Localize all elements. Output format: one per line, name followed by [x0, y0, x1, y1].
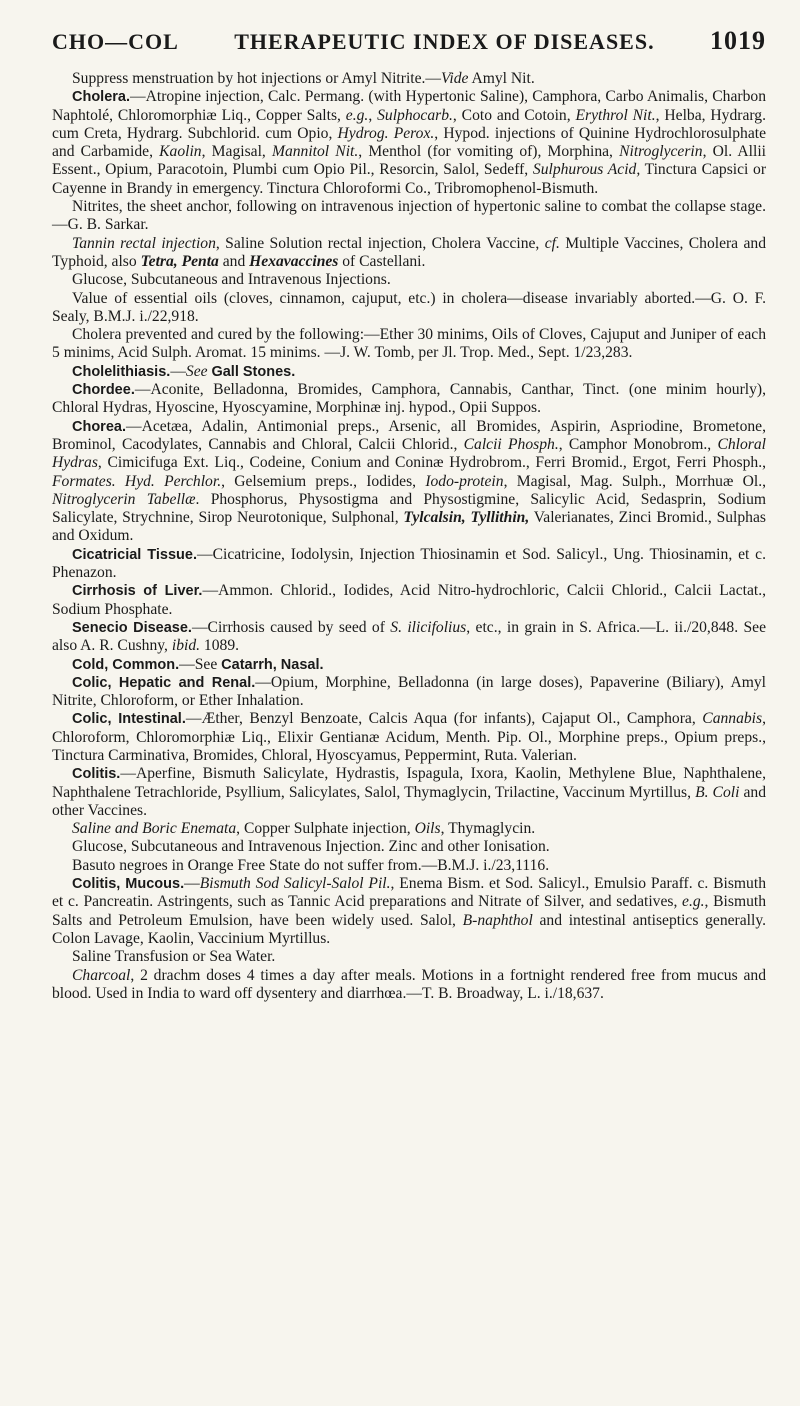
entry-cholelithiasis: Cholelithiasis.—See Gall Stones. [72, 362, 296, 380]
paragraph-saline-transfusion: Saline Transfusion or Sea Water. [72, 948, 276, 966]
paragraph-charcoal: Charcoal, 2 drachm doses 4 times a day after meals. Motions in a fortnight rendered free from mucus and blood. Used in India to ward off dysentery and diarrhœa.—T. B. Broadway, L. i./18,637. [52, 966, 766, 1002]
paragraph-basuto: Basuto negroes in Orange Free State do not suffer from.—B.M.J. i./23,1116. [72, 856, 550, 874]
entry-head-colitis-mucous: Colitis, Mucous. [72, 876, 185, 893]
page-number: 1019 [710, 26, 766, 55]
entry-head-colic-hepatic: Colic, Hepatic and Renal. [72, 674, 256, 691]
paragraph-glucose: Glucose, Subcutaneous and Intravenous Injections. [72, 271, 391, 289]
entry-head-cirrhosis: Cirrhosis of Liver. [72, 583, 203, 600]
header-range: CHO—COL [52, 29, 179, 54]
running-head [52, 26, 766, 56]
entry-head-cicatricial: Cicatricial Tissue. [72, 546, 197, 563]
entry-senecio: Senecio Disease.—Cirrhosis caused by seed of S. ilicifolius, etc., in grain in S. Africa.—L. ii./20,848. See also A. R. Cushny, ibid. 1089. [52, 618, 766, 655]
entry-cicatricial-tissue: Cicatricial Tissue.—Cicatricine, Iodolysin, Injection Thiosinamin et Sod. Salicyl., Ung. Thiosinamin, et c. Phenazon. [52, 545, 766, 582]
entry-head-senecio: Senecio Disease. [72, 619, 192, 636]
paragraph-tannin: Tannin rectal injection, Saline Solution rectal injection, Cholera Vaccine, cf. Multiple Vaccines, Cholera and Typhoid, also Tetra, Penta and Hexavaccines of Castellani. [52, 234, 767, 270]
paragraph-suppress: Suppress menstruation by hot injections or Amyl Nitrite.—Vide Amyl Nit. [72, 70, 535, 87]
entry-head-chordee: Chordee. [72, 382, 135, 399]
entry-cirrhosis: Cirrhosis of Liver.—Ammon. Chlorid., Iodides, Acid Nitro-hydrochloric, Calcii Chlorid., Calcii Lactat., Sodium Phosphate. [52, 582, 766, 618]
entry-colitis: Colitis.—Aperfine, Bismuth Salicylate, Hydrastis, Ispagula, Ixora, Kaolin, Methylene Blue, Naphthalene, Naphthalene Tetrachloride, Psyllium, Salicylates, Salol, Thymaglycin, Trilactine, Vaccinum Myrtillus, B. Coli and other Vaccines. [52, 765, 767, 819]
paragraph-essential-oils: Value of essential oils (cloves, cinnamon, cajuput, etc.) in cholera—disease invariably aborted.—G. O. F. Sealy, B.M.J. i./22,918. [52, 289, 766, 325]
paragraph-nitrites: Nitrites, the sheet anchor, following on intravenous injection of hypertonic saline to combat the collapse stage.—G. B. Sarkar. [52, 198, 766, 234]
header-title: THERAPEUTIC INDEX OF DISEASES. [234, 29, 655, 54]
paragraph-glucose-ionisation: Glucose, Subcutaneous and Intravenous Injection. Zinc and other Ionisation. [72, 838, 550, 856]
paragraph-saline-enemata: Saline and Boric Enemata, Copper Sulphate injection, Oils, Thymaglycin. [72, 820, 536, 838]
entry-chordee: Chordee.—Aconite, Belladonna, Bromides, Camphora, Cannabis, Canthar, Tinct. (one minim hourly), Chloral Hydras, Hyoscine, Hyoscyamine, Morphinæ inj. hypod., Opii Suppos. [52, 381, 766, 417]
index-body [52, 70, 766, 1003]
entry-colic-hepatic: Colic, Hepatic and Renal.—Opium, Morphine, Belladonna (in large doses), Papaverine (Biliary), Amyl Nitrite, Chloroform, or Ether Inhalation. [52, 673, 766, 710]
entry-chorea: Chorea.—Acetæa, Adalin, Antimonial preps., Arsenic, all Bromides, Aspirin, Aspriodine, Brometone, Brominol, Cacodylates, Cannabis and Chloral, Calcii Chlorid., Calcii Phosph., Camphor Monobrom., Chloral Hydras, Cimicifuga Ext. Liq., Codeine, Conium and Coninæ Hydrobrom., Ferri Bromid., Ergot, Ferri Phosph., Formates. Hyd. Perchlor., Gelsemium preps., Iodides, Iodo-protein, Magisal, Mag. Sulph., Morrhuæ Ol., Nitroglycerin Tabellæ. Phosphorus, Physostigma and Physostigmine, Salicylic Acid, Sedasprin, Sodium Salicylate, Strychnine, Sirop Neurotonique, Sulphonal, Tylcalsin, Tyllithin, Valerianates, Zinci Bromid., Sulphas and Oxidum. [52, 417, 767, 545]
paragraph-prevented: Cholera prevented and cured by the following:—Ether 30 minims, Oils of Cloves, Cajuput and Juniper of each 5 minims, Acid Sulph. Aromat. 15 minims. —J. W. Tomb, per Jl. Trop. Med., Sept. 1/23,283. [52, 326, 766, 362]
entry-head-chorea: Chorea. [72, 418, 126, 435]
entry-cholera: Cholera.—Atropine injection, Calc. Permang. (with Hypertonic Saline), Camphora, Carbo Animalis, Charbon Naphtolé, Chloromorphiæ Liq., Copper Salts, e.g., Sulphocarb., Coto and Cotoin, Erythrol Nit., Helba, Hydrarg. cum Creta, Hydrarg. Subchlorid. cum Opio, Hydrog. Perox., Hypod. injections of Quinine Hydrochlorosulphate and Carbamide, Kaolin, Magisal, Mannitol Nit., Menthol (for vomiting of), Morphina, Nitroglycerin, Ol. Allii Essent., Opium, Paracotoin, Plumbi cum Opio Pil., Resorcin, Salol, Sedeff, Sulphurous Acid, Tinctura Capsici or Cayenne in Brandy in emergency. Tinctura Chloroformi Co., Tribromophenol-Bismuth. [52, 88, 767, 197]
entry-colitis-mucous: Colitis, Mucous.—Bismuth Sod Salicyl-Salol Pil., Enema Bism. et Sod. Salicyl., Emulsio Paraff. c. Bismuth et c. Pancreatin. Astringents, such as Tannic Acid preparations and Nitrate of Silver, and sedatives, e.g., Bismuth Salts and Petroleum Emulsion, have been widely used. Salol, B-naphthol and intestinal antiseptics generally. Colon Lavage, Kaolin, Vaccinium Myrtillus. [52, 875, 767, 947]
entry-head-cholera: Cholera. [72, 89, 131, 106]
entry-cold: Cold, Common.—See Catarrh, Nasal. [72, 655, 324, 673]
entry-head-cold: Cold, Common. [72, 656, 180, 673]
entry-head-colitis: Colitis. [72, 766, 121, 783]
entry-head-cholelithiasis: Cholelithiasis. [72, 363, 171, 380]
entry-head-colic-intestinal: Colic, Intestinal. [72, 711, 186, 728]
entry-colic-intestinal: Colic, Intestinal.—Æther, Benzyl Benzoate, Calcis Aqua (for infants), Cajaput Ol., Camphora, Cannabis, Chloroform, Chloromorphiæ Liq., Elixir Gentianæ Acidum, Menth. Pip. Ol., Morphine preps., Opium preps., Tinctura Carminativa, Bromides, Chloral, Hyoscyamus, Peppermint, Ruta. Valerian. [52, 710, 766, 764]
